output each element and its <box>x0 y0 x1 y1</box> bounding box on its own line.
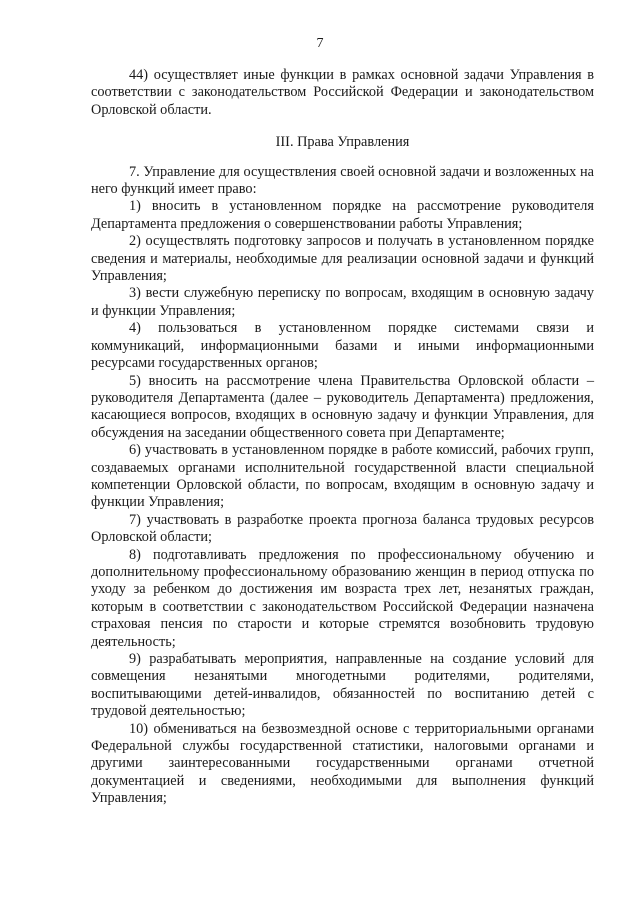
paragraph-item-1: 1) вносить в установленном порядке на рассмотрение руководителя Департамента предложения о совершенствовании работы Управления; <box>91 198 594 232</box>
paragraph-item-7: 7) участвовать в разработке проекта прогноза баланса трудовых ресурсов Орловской области; <box>91 511 594 546</box>
paragraph-item-10: 10) обмениваться на безвозмездной основе с территориальными органами Федеральной службы государственной статистики, налоговыми органами и другими заинтересованными государственными органами отчетной документацией и сведениями, необходимыми для выполнения функций Управления; <box>91 720 594 807</box>
paragraph-item-4: 4) пользоваться в установленном порядке системами связи и коммуникаций, информационными базами и иными информационными ресурсами государственных органов; <box>91 320 594 372</box>
paragraph-item-8: 8) подготавливать предложения по профессиональному обучению и дополнительному профессиональному образованию женщин в период отпуска по уходу за ребенком до достижения им возраста трех лет, незанятых граждан, которым в соответствии с законодательством Российской Федерации назначена страховая пенсия по старости и которые стремятся возобновить трудовую деятельность; <box>91 546 594 650</box>
paragraph-item-9: 9) разрабатывать мероприятия, направленные на создание условий для совмещения незанятыми многодетными родителями, родителями, воспитывающими детей-инвалидов, обязанностей по воспитанию детей с трудовой деятельностью; <box>91 651 594 720</box>
paragraph-item-44: 44) осуществляет иные функции в рамках основной задачи Управления в соответствии с законодательством Российской Федерации и законодательством Орловской области. <box>91 67 594 118</box>
paragraph-item-2: 2) осуществлять подготовку запросов и получать в установленном порядке сведения и материалы, необходимые для реализации основной задачи и функций Управления; <box>91 233 594 285</box>
page-number: 7 <box>316 36 324 51</box>
document-body <box>91 67 594 808</box>
section-heading: III. Права Управления <box>275 134 410 151</box>
paragraph-item-6: 6) участвовать в установленном порядке в работе комиссий, рабочих групп, создаваемых органами исполнительной государственной власти специальной компетенции Орловской области, по вопросам, входящим в основную задачу и функции Управления; <box>91 442 594 511</box>
paragraph-item-5: 5) вносить на рассмотрение члена Правительства Орловской области – руководителя Департамента (далее – руководитель Департамента) предложения, касающиеся вопросов, входящих в основную задачу и функции Управления, для обсуждения на заседании общественного совета при Департаменте; <box>91 372 594 441</box>
paragraph-clause-7: 7. Управление для осуществления своей основной задачи и возложенных на него функций имеет право: <box>91 163 594 198</box>
paragraph-item-3: 3) вести служебную переписку по вопросам, входящим в основную задачу и функции Управления; <box>91 285 594 319</box>
